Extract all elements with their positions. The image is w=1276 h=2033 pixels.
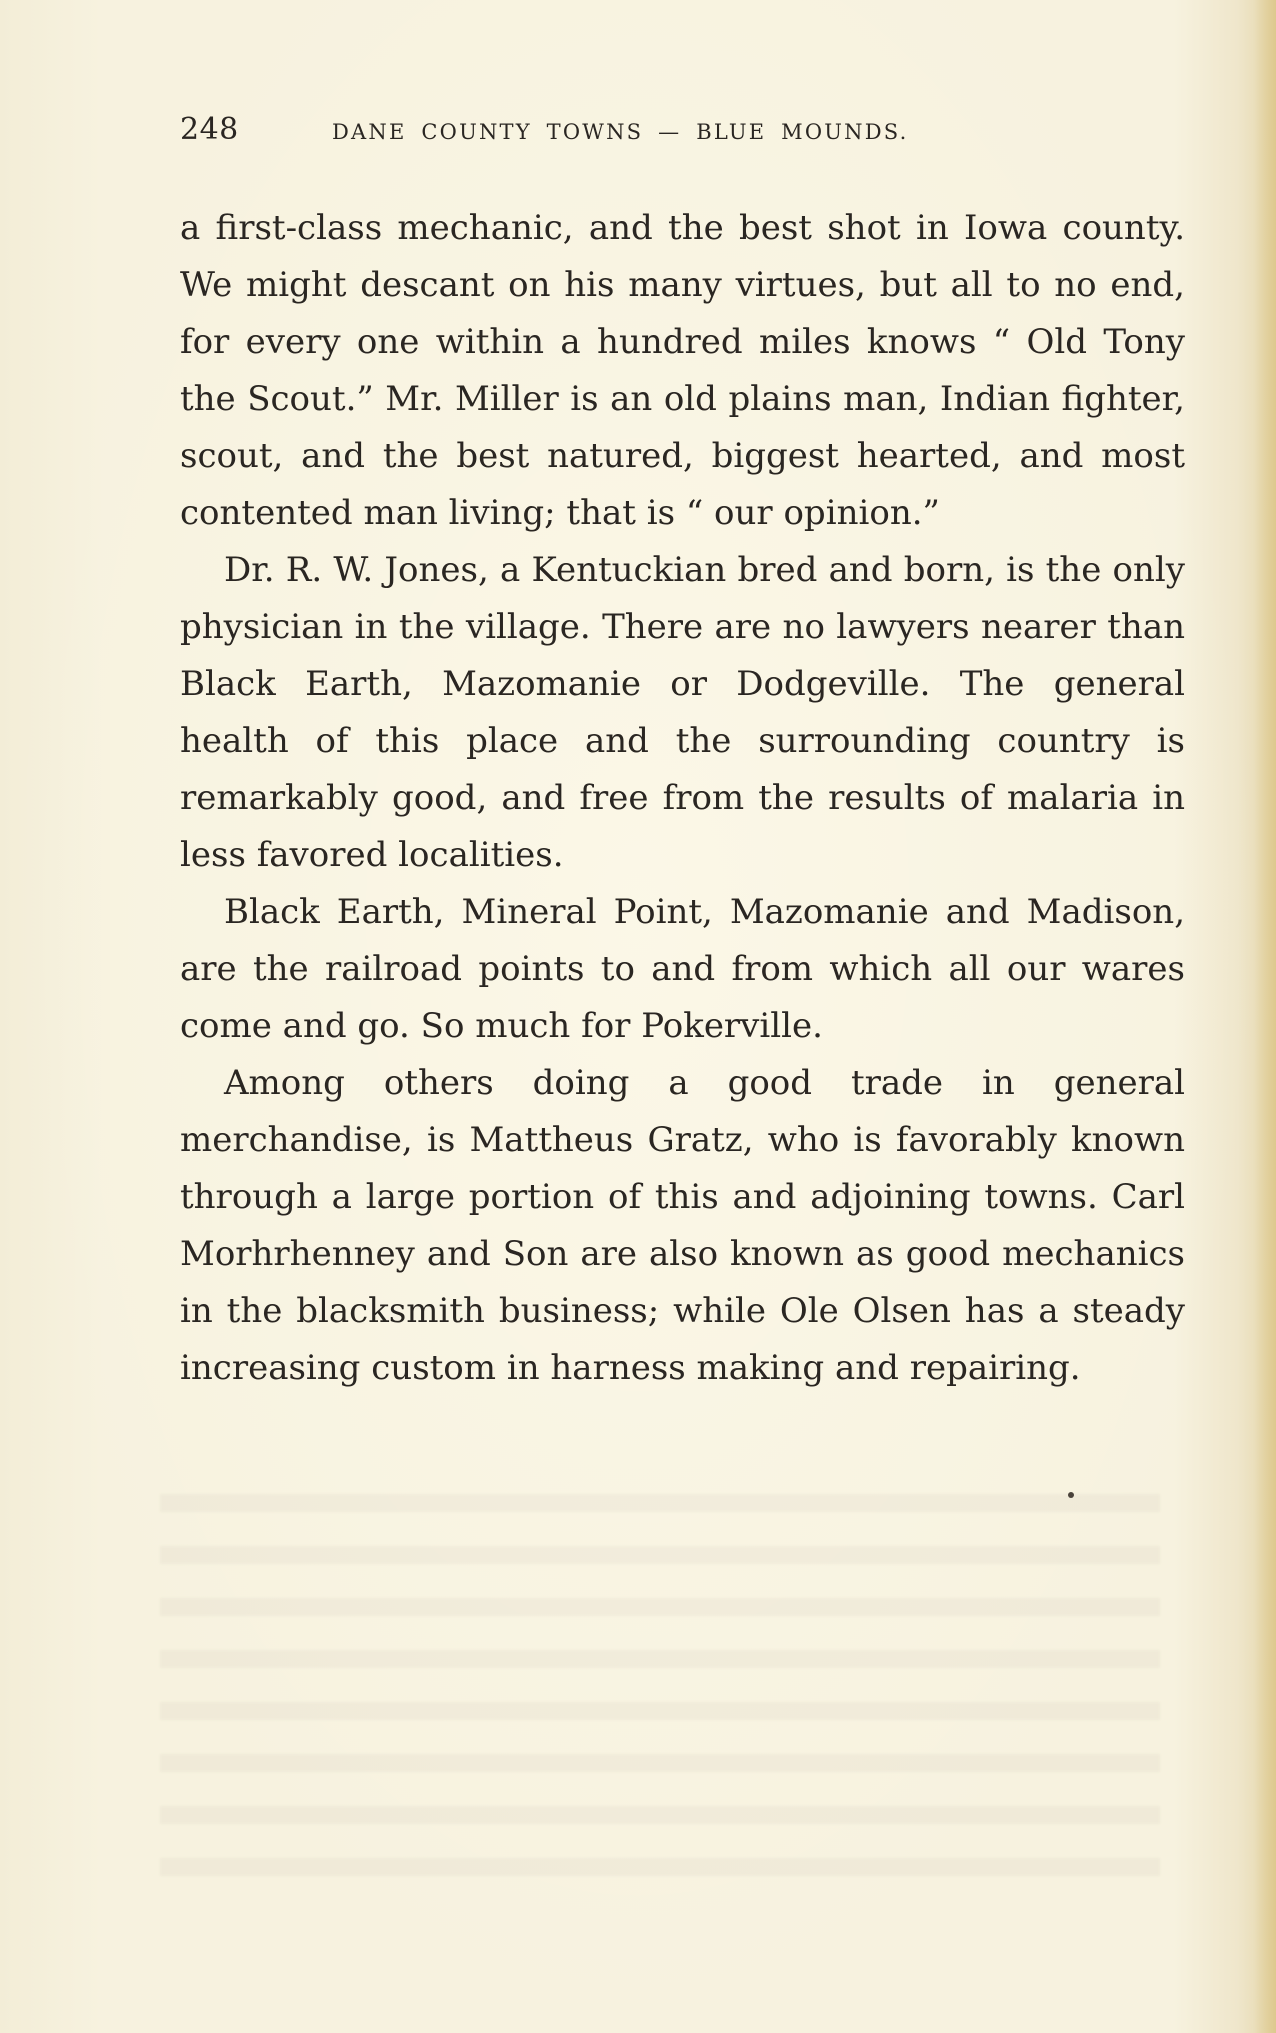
running-head: DANE COUNTY TOWNS — BLUE MOUNDS. [332, 120, 909, 144]
ink-speck [1068, 1492, 1074, 1498]
bleed-through-text [160, 1460, 1160, 1880]
page-header [180, 112, 1100, 152]
body-text [180, 200, 1185, 1397]
page-edge-shadow [1254, 0, 1276, 2033]
paragraph-1: a first-class mechanic, and the best shot in Iowa county. We might descant on his many virtues, but all to no end, for every one within a hundred miles knows “ Old Tony the Scout.” Mr. Miller is an old plains man, Indian fighter, scout, and the best natured, biggest hearted, and most contented man living; that is “ our opinion.” [180, 208, 1185, 533]
page-number: 248 [180, 112, 239, 147]
paragraph-4: Among others doing a good trade in general merchandise, is Mattheus Gratz, who is favorably known through a large portion of this and adjoining towns. Carl Morhrhenney and Son are also known as good mechanics in the blacksmith business; while Ole Olsen has a steady increasing custom in harness making and repairing. [180, 1063, 1185, 1388]
paragraph-3: Black Earth, Mineral Point, Mazomanie and Madison, are the railroad points to and from which all our wares come and go. So much for Pokerville. [180, 892, 1185, 1046]
paragraph-2: Dr. R. W. Jones, a Kentuckian bred and born, is the only physician in the village. There are no lawyers nearer than Black Earth, Mazomanie or Dodgeville. The general health of this place and the surrounding country is remarkably good, and free from the results of malaria in less favored localities. [180, 550, 1185, 875]
